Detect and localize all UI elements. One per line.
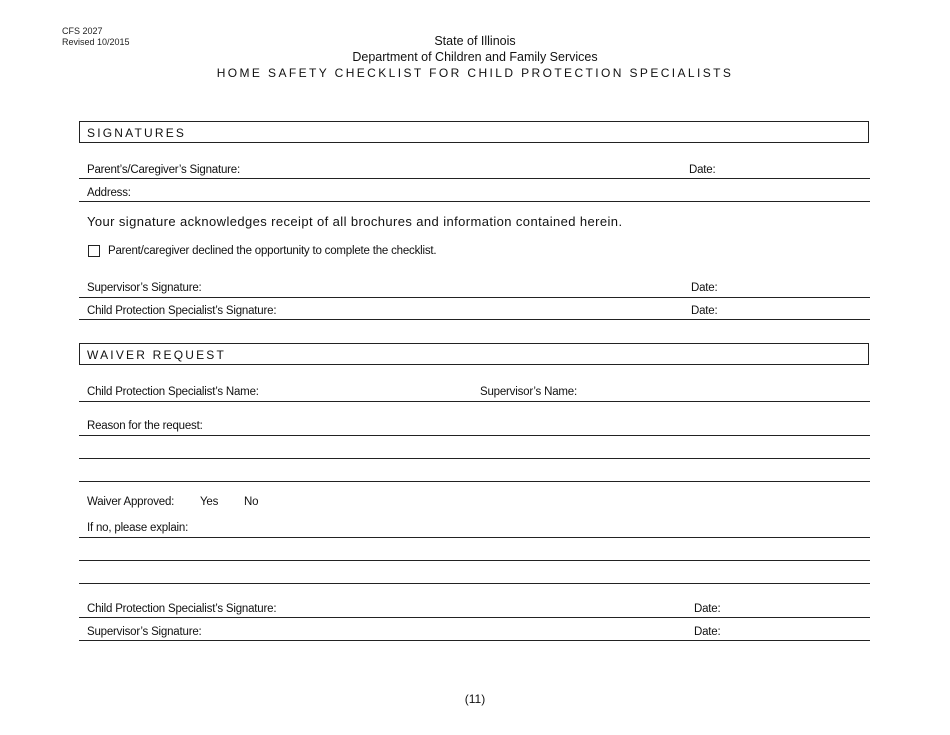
- explain-line-2[interactable]: [79, 560, 870, 561]
- address-line[interactable]: [79, 201, 870, 202]
- waiver-cps-signature-label: Child Protection Specialist’s Signature:: [87, 603, 277, 615]
- supervisor-signature-label: Supervisor’s Signature:: [87, 282, 202, 294]
- reason-label: Reason for the request:: [87, 420, 203, 432]
- names-line[interactable]: [79, 401, 870, 402]
- form-title: HOME SAFETY CHECKLIST FOR CHILD PROTECTION SPECIALISTS: [216, 66, 734, 80]
- parent-signature-label: Parent’s/Caregiver’s Signature:: [87, 164, 240, 176]
- acknowledgement-text: Your signature acknowledges receipt of all brochures and information contained herein.: [87, 214, 623, 229]
- reason-line-3[interactable]: [79, 481, 870, 482]
- page-number: (11): [464, 692, 486, 706]
- supervisor-name-label: Supervisor’s Name:: [480, 386, 577, 398]
- waiver-supervisor-signature-label: Supervisor’s Signature:: [87, 626, 202, 638]
- waiver-supervisor-date-label: Date:: [694, 626, 721, 638]
- cps-signature-label: Child Protection Specialist’s Signature:: [87, 305, 277, 317]
- waiver-cps-signature-line[interactable]: [79, 617, 870, 618]
- declined-checkbox[interactable]: [88, 245, 100, 257]
- state-name: State of Illinois: [434, 34, 516, 48]
- department-name: Department of Children and Family Services: [352, 50, 598, 64]
- explain-label: If no, please explain:: [87, 522, 189, 534]
- waiver-cps-date-label: Date:: [694, 603, 721, 615]
- waiver-supervisor-signature-line[interactable]: [79, 640, 870, 641]
- parent-date-label: Date:: [689, 164, 716, 176]
- cps-signature-line[interactable]: [79, 319, 870, 320]
- reason-line-2[interactable]: [79, 458, 870, 459]
- declined-label: Parent/caregiver declined the opportunity to complete the checklist.: [108, 245, 437, 257]
- cps-date-label: Date:: [691, 305, 718, 317]
- parent-signature-line[interactable]: [79, 178, 870, 179]
- supervisor-date-label: Date:: [691, 282, 718, 294]
- waiver-no-option[interactable]: No: [244, 496, 259, 508]
- form-number: CFS 2027: [62, 26, 103, 36]
- explain-line-3[interactable]: [79, 583, 870, 584]
- waiver-heading: WAIVER REQUEST: [79, 343, 869, 365]
- reason-line-1[interactable]: [79, 435, 870, 436]
- address-label: Address:: [87, 187, 131, 199]
- cps-name-label: Child Protection Specialist’s Name:: [87, 386, 259, 398]
- supervisor-signature-line[interactable]: [79, 297, 870, 298]
- signatures-heading: SIGNATURES: [79, 121, 869, 143]
- waiver-yes-option[interactable]: Yes: [200, 496, 219, 508]
- explain-line-1[interactable]: [79, 537, 870, 538]
- revision-date: Revised 10/2015: [62, 37, 130, 47]
- waiver-approved-label: Waiver Approved:: [87, 496, 175, 508]
